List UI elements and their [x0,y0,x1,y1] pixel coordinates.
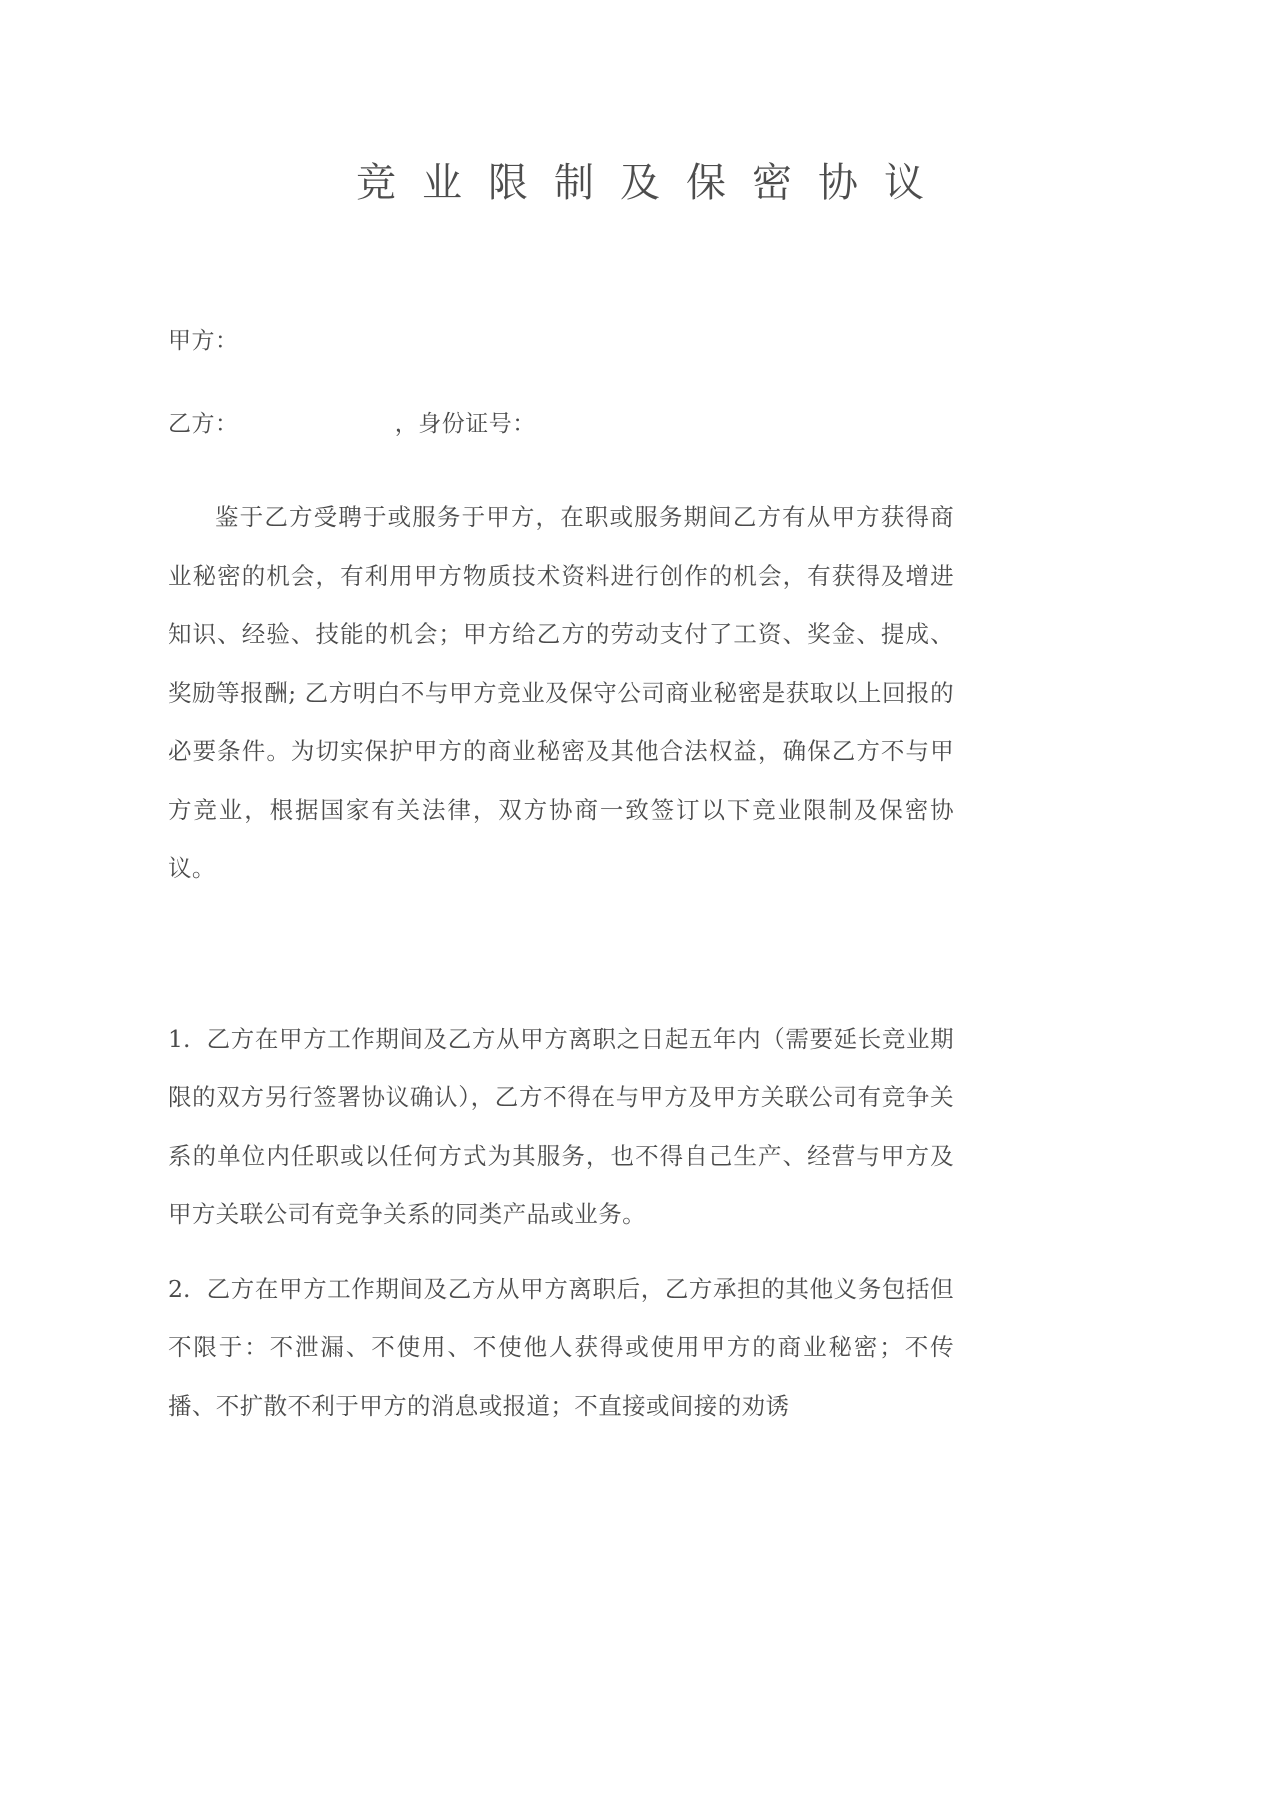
page-title: 竞业限制及保密协议 [356,159,950,206]
clause-2 [168,1260,954,1436]
spacer [168,1244,954,1260]
clause-1-number: 1. [168,1024,191,1053]
spacer [168,898,954,1010]
party-a-line: 甲方： [168,328,239,354]
clause-1-text: 乙方在甲方工作期间及乙方从甲方离职之日起五年内（需要延长竞业期限的双方另行签署协议确认），乙方不得在与甲方及甲方关联公司有竞争关系的单位内任职或以任何方式为其服务，也不得自己生产、经营与甲方及甲方关联公司有竞争关系的同类产品或业务。 [168,1024,954,1228]
party-b-name-blank [239,411,395,437]
party-b-line [168,383,954,466]
document-body [168,300,954,1435]
clause-2-number: 2. [168,1274,191,1303]
clause-1 [168,1010,954,1244]
party-b-label: 乙方： [168,411,239,437]
party-b-id-label: ，身份证号： [394,411,536,437]
preamble-paragraph: 鉴于乙方受聘于或服务于甲方，在职或服务期间乙方有从甲方获得商业秘密的机会，有利用甲方物质技术资料进行创作的机会，有获得及增进知识、经验、技能的机会；甲方给乙方的劳动支付了工资、奖金、提成、奖励等报酬; 乙方明白不与甲方竞业及保守公司商业秘密是获取以上回报的必要条件。为切实保护甲方的商业秘密及其他合法权益，确保乙方不与甲方竞业，根据国家有关法律，双方协商一致签订以下竞业限制及保密协议。 [168,503,954,882]
spacer [168,466,954,488]
clause-2-text: 乙方在甲方工作期间及乙方从甲方离职后，乙方承担的其他义务包括但不限于：不泄漏、不使用、不使他人获得或使用甲方的商业秘密；不传播、不扩散不利于甲方的消息或报道；不直接或间接的劝诱 [168,1274,954,1420]
